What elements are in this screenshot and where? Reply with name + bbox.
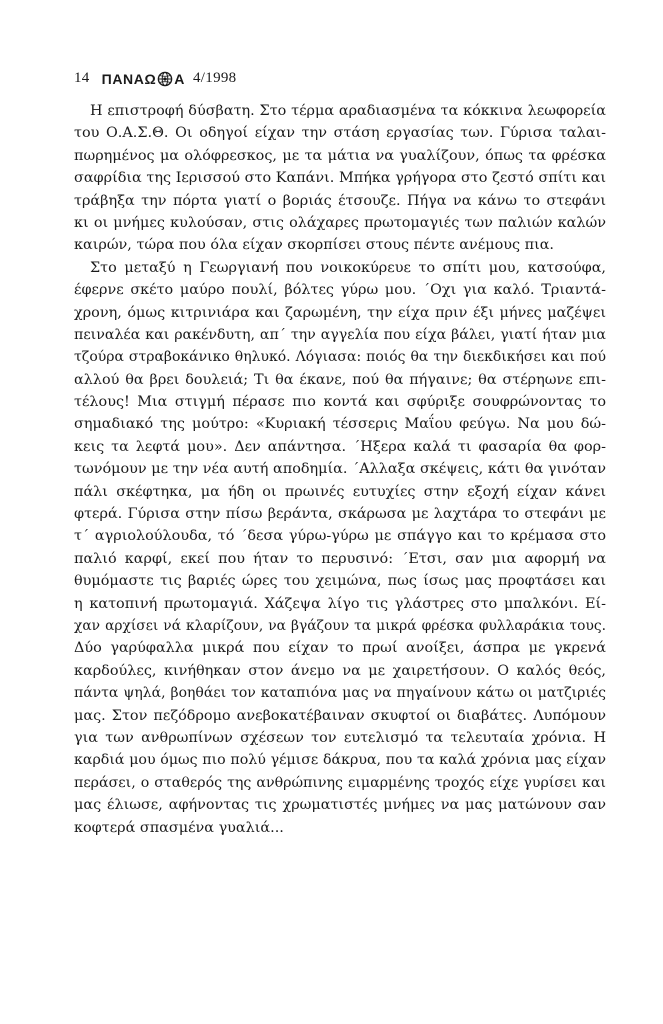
magazine-name-part-2: Α — [174, 70, 185, 87]
text-line: θυμόμαστε τις βαριές ώρες του χειμώνα, πως ίσως μας προφτάσει και — [74, 573, 606, 590]
text-line: τωνόμουν με την νέα αυτή αποδημία. ΄Αλλαξα σκέψεις, κάτι θα γινόταν — [74, 461, 606, 478]
text-line: περάσει, ο σταθερός της ανθρώπινης ειμαρμένης τροχός είχε γυρίσει και — [74, 774, 606, 791]
text-line: Δύο γαρύφαλλα μικρά που είχαν το πρωί ανοίξει, άσπρα με γκρενά — [74, 640, 606, 657]
text-line: κοφτερά σπασμένα γυαλιά... — [74, 819, 284, 836]
issue-number: 4/1998 — [193, 70, 237, 86]
text-line: του Ο.Α.Σ.Θ. Οι οδηγοί είχαν την στάση εργασίας των. Γύρισα ταλαι- — [74, 125, 606, 142]
text-line: αλλού θα βρει δουλειά; Τι θα έκανε, πού θα πήγαινε; θα στέρηωνε επι- — [74, 371, 606, 388]
text-line: χρονη, όμως κιτρινιάρα και ζαρωμένη, την είχα πριν έξι μήνες μαζέψει — [74, 304, 606, 321]
magazine-name-part-1: ΠΑΝΑΩ — [101, 70, 157, 87]
text-line: σημαδιακό της μούτρο: «Κυριακή τέσσερις Μαΐου φεύγω. Να μου δώ- — [74, 416, 606, 433]
text-line: καιρών, τώρα που όλα είχαν σκορπίσει στους πέντε ανέμους πια. — [74, 237, 555, 254]
text-line: παλιό καρφί, εκεί που ήταν το περυσινό: ΄Ετσι, σαν μια αφορμή να — [74, 550, 606, 567]
text-line: τράβηξα την πόρτα γιατί ο βοριάς έτσουζε. Πήγα να κάνω το στεφάνι — [74, 192, 606, 209]
text-line: πειναλέα και ρακένδυτη, απ΄ την αγγελία που είχα βάλει, γιατί ήταν μια — [74, 326, 606, 343]
text-line: φτερά. Γύρισα στην πίσω βεράντα, σκάρωσα με λαχτάρα το στεφάνι με — [74, 506, 606, 523]
paragraph — [74, 257, 606, 839]
text-line: Στο μεταξύ η Γεωργιανή που νοικοκύρευε το σπίτι μου, κατσούφα, — [90, 259, 606, 276]
globe-emblem-icon — [157, 71, 173, 87]
text-line: πάντα ψηλά, βοηθάει τον καταπιόνα μας να πηγαίνουν κάτω οι ματζιριές — [74, 685, 606, 702]
text-line: Η επιστροφή δύσβατη. Στο τέρμα αραδιασμένα τα κόκκινα λεωφορεία — [90, 103, 606, 119]
text-line: καρδιά μου όμως πιο πολύ γέμισε δάκρυα, που τα καλά χρόνια μας είχαν — [74, 752, 606, 769]
text-line: τέλους! Μια στιγμή πέρασε πιο κοντά και σφύριξε σουφρώνοντας το — [74, 394, 606, 411]
text-line: πάλι σκέφτηκα, μα ήδη οι πρωινές ευτυχίες στην εξοχή είχαν κάνει — [74, 483, 606, 500]
text-line: καρδούλες, κινήθηκαν στον άνεμο να με χαιρετήσουν. Ο καλός θεός, — [74, 662, 606, 679]
text-line: έφερνε σκέτο μαύρο πουλί, βόλτες γύρω μου. ΄Οχι για καλό. Τριαντά- — [74, 282, 606, 299]
text-line: χαν αρχίσει νά κλαρίζουν, να βγάζουν τα μικρά φρέσκα φυλλαράκια τους. — [74, 617, 606, 634]
text-line: για των ανθρωπίνων σχέσεων τον ευτελισμό τα τελευταία χρόνια. Η — [74, 729, 606, 746]
text-line: μας έλιωσε, αφήνοντας τις χρωματιστές μνήμες να μας ματώνουν σαν — [74, 797, 606, 814]
text-line: πωρημένος μα ολόφρεσκος, με τα μάτια να γυαλίζουν, όπως τα φρέσκα — [74, 147, 606, 164]
article-body — [74, 100, 606, 839]
text-line: τ΄ αγριολούλουδα, τό ΄δεσα γύρω-γύρω με σπάγγο και το κρέμασα στο — [74, 528, 606, 545]
running-header — [74, 70, 236, 87]
magazine-logo — [102, 71, 185, 87]
text-line: κι οι μνήμες κυλούσαν, στις ολάχαρες πρωτομαγιές των παλιών καλών — [74, 214, 606, 231]
text-line: σαφρίδια της Ιερισσού στο Καπάνι. Μπήκα γρήγορα στο ζεστό σπίτι και — [74, 170, 606, 187]
text-line: η κατοπινή πρωτομαγιά. Χάζεψα λίγο τις γλάστρες στο μπαλκόνι. Εί- — [74, 595, 606, 612]
paragraph — [74, 100, 606, 257]
page-number: 14 — [74, 70, 90, 86]
text-line: τζούρα στραβοκάνικο θηλυκό. Λόγιασα: ποιός θα την διεκδικήσει και πού — [74, 349, 606, 366]
text-line: κεις τα λεφτά μου». Δεν απάντησα. ΄Ηξερα καλά τι φασαρία θα φορ- — [74, 438, 606, 455]
text-line: μας. Στον πεζόδρομο ανεβοκατέβαιναν σκυφτοί οι διαβάτες. Λυπόμουν — [74, 707, 606, 724]
